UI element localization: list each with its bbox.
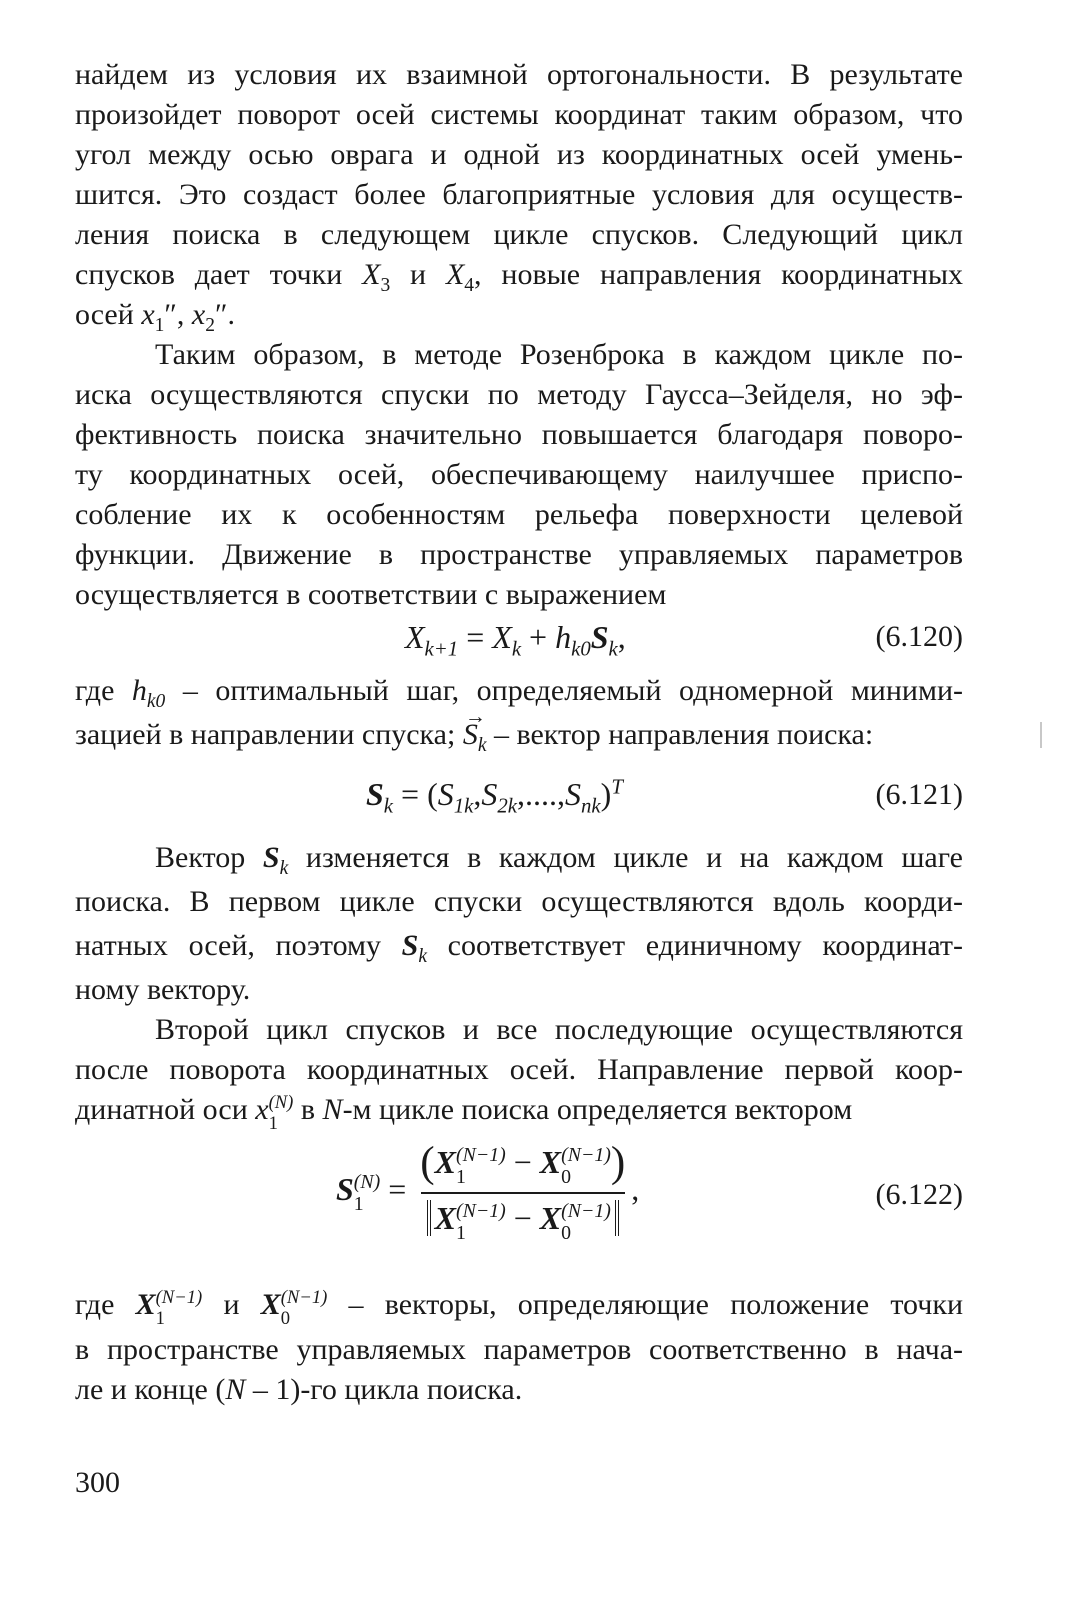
- math-symbol: N: [322, 1093, 343, 1126]
- math-symbol: X: [492, 619, 512, 655]
- math-operator: =: [458, 619, 493, 655]
- math-symbol: X: [539, 1144, 562, 1180]
- math-subscript: k: [511, 637, 522, 661]
- math-symbol: h: [555, 619, 572, 655]
- text-line: собление их к особенностям рельефа поверхности целевой: [75, 498, 963, 531]
- math-symbol: h: [131, 674, 147, 707]
- text-line: после поворота координатных осей. Направление первой коор-: [75, 1053, 963, 1086]
- text-line: осуществляется в соответствии с выражением: [75, 578, 667, 611]
- scan-edge-mark: [1040, 722, 1042, 748]
- math-superscript: (N): [268, 1092, 294, 1114]
- text-fragment: спусков дает точки: [75, 258, 363, 291]
- math-subscript: 0: [561, 1221, 572, 1244]
- fraction-denominator: [421, 1192, 625, 1244]
- math-symbol: x: [141, 298, 155, 331]
- math-norm: [427, 1199, 619, 1244]
- math-subscript: 1: [456, 1221, 466, 1244]
- text-fragment: изменяется в каждом цикле и на каждом шаге: [288, 841, 963, 874]
- text-fragment: – 1)-го цикла поиска.: [245, 1373, 523, 1406]
- text-fragment: зацией в направлении спуска;: [75, 718, 463, 751]
- math-punctuation: ,: [473, 776, 482, 812]
- math-subscript: 1: [268, 1113, 278, 1134]
- math-subscript: 1: [353, 1193, 364, 1216]
- math-symbol: X: [260, 1288, 281, 1321]
- math-symbol: S: [262, 841, 280, 874]
- math-punctuation: ): [600, 776, 612, 812]
- equation-number: (6.121): [875, 778, 963, 811]
- math-symbol: X: [362, 258, 381, 291]
- math-subscript: nk: [581, 794, 601, 818]
- text-line: [75, 1283, 963, 1329]
- text-fragment: ле и конце (: [75, 1373, 226, 1406]
- text-fragment: где: [75, 674, 132, 707]
- math-subscript: 1: [154, 315, 165, 336]
- text-line: Второй цикл спусков и все последующие осуществляются: [155, 1013, 963, 1046]
- math-symbol: N: [225, 1373, 246, 1406]
- text-line: [75, 1370, 963, 1410]
- equation-number: (6.122): [875, 1178, 963, 1211]
- text-line: ному вектору.: [75, 973, 251, 1006]
- math-operator: +: [521, 619, 556, 655]
- math-script-stack: [269, 1094, 294, 1133]
- math-subscript: 4: [464, 275, 475, 296]
- text-line: иска осуществляются спуски по методу Гаусса–Зейделя, но эф-: [75, 378, 963, 411]
- text-line: [75, 1090, 963, 1134]
- text-line: в пространстве управляемых параметров соответственно в нача-: [75, 1333, 963, 1366]
- math-superscript: (N−1): [561, 1200, 611, 1222]
- math-subscript: k+1: [424, 637, 459, 661]
- math-subscript: 2: [205, 315, 215, 336]
- math-subscript: 1: [456, 1166, 466, 1188]
- text-line: [75, 715, 963, 755]
- page-number: 300: [75, 1466, 120, 1499]
- math-operator: −: [505, 1199, 540, 1236]
- math-script-stack: [156, 1289, 203, 1328]
- text-line: шится. Это создаст более благоприятные условия для осуществ-: [75, 178, 963, 211]
- text-line: произойдет поворот осей системы координат таким образом, что: [75, 98, 963, 131]
- math-symbol: X: [434, 1144, 457, 1180]
- text-line: [75, 295, 963, 335]
- math-script-stack: [281, 1289, 328, 1328]
- math-subscript: k: [477, 735, 487, 756]
- text-fragment: ″.: [214, 298, 235, 331]
- text-fragment: – оптимальный шаг, определяемый одномерной миними-: [165, 674, 964, 707]
- math-vector-symbol: → S: [463, 715, 478, 755]
- text-line: [75, 671, 963, 711]
- math-symbol: S: [565, 776, 582, 812]
- fraction-numerator: [414, 1139, 631, 1192]
- text-fragment: осей: [75, 298, 142, 331]
- math-symbol: x: [191, 298, 206, 331]
- math-script-stack: [561, 1202, 611, 1244]
- text-fragment: ″,: [164, 298, 192, 331]
- math-symbol: X: [445, 258, 465, 291]
- math-superscript: (N−1): [456, 1200, 506, 1222]
- math-script-stack: [561, 1146, 611, 1188]
- math-operator: =: [380, 1171, 415, 1208]
- math-subscript: 3: [380, 275, 391, 296]
- math-superscript: (N−1): [155, 1287, 203, 1309]
- equation-6-121: [366, 772, 623, 816]
- text-fragment: , новые направления координатных: [474, 258, 963, 291]
- math-symbol: X: [434, 1199, 457, 1236]
- math-superscript: T: [611, 775, 623, 799]
- text-line: функции. Движение в пространстве управляемых параметров: [75, 538, 963, 571]
- text-fragment: в: [293, 1093, 323, 1126]
- text-fragment: Вектор: [155, 841, 263, 874]
- math-symbol: x: [255, 1093, 269, 1126]
- math-subscript: 1k: [453, 794, 474, 818]
- math-superscript: (N−1): [456, 1144, 506, 1167]
- math-superscript: (N−1): [280, 1287, 328, 1309]
- equation-number: (6.120): [875, 620, 963, 653]
- equation-6-122: [336, 1139, 640, 1244]
- math-symbol: S: [366, 776, 384, 812]
- math-subscript: k: [383, 794, 394, 818]
- text-fragment: и: [202, 1288, 261, 1321]
- math-symbol: X: [405, 619, 425, 655]
- math-symbol: S: [590, 619, 609, 655]
- text-line: фективность поиска значительно повышается благодаря поворо-: [75, 418, 963, 451]
- text-line: [75, 838, 963, 878]
- text-fragment: натных осей, поэтому: [75, 929, 402, 962]
- text-line: поиска. В первом цикле спуски осуществляются вдоль коорди-: [75, 885, 963, 918]
- math-subscript: k: [608, 637, 618, 661]
- text-line: ту координатных осей, обеспечивающему наилучшее приспо-: [75, 458, 963, 491]
- math-superscript: (N−1): [561, 1144, 611, 1167]
- text-line: угол между осью оврага и одной из координатных осей умень-: [75, 138, 963, 171]
- text-fragment: – векторы, определяющие положение точки: [327, 1288, 963, 1321]
- math-symbol: S: [336, 1171, 354, 1208]
- text-fragment: динатной оси: [75, 1093, 256, 1126]
- text-line: [75, 926, 963, 966]
- equation-6-120: [405, 615, 626, 659]
- math-script-stack: [354, 1173, 380, 1215]
- math-symbol: S: [437, 776, 454, 812]
- math-paren: ): [610, 1139, 626, 1186]
- math-symbol: S: [401, 929, 419, 962]
- text-fragment: соответствует единичному координат-: [427, 929, 963, 962]
- text-line: найдем из условия их взаимной ортогональности. В результате: [75, 58, 963, 91]
- math-subscript: 1: [155, 1308, 165, 1329]
- math-operator: −: [505, 1144, 540, 1180]
- text-fragment: -м цикле поиска определяется вектором: [342, 1093, 853, 1126]
- math-symbol: X: [135, 1288, 156, 1321]
- math-subscript: k0: [146, 691, 166, 712]
- text-fragment: и: [390, 258, 446, 291]
- math-subscript: 2k: [497, 794, 518, 818]
- math-script-stack: [456, 1146, 506, 1188]
- math-superscript: (N): [353, 1171, 381, 1194]
- math-punctuation: ,: [631, 1171, 640, 1208]
- math-operator: = (: [393, 776, 438, 812]
- text-line: ления поиска в следующем цикле спусков. Следующий цикл: [75, 218, 963, 251]
- text-fragment: – вектор направления поиска:: [486, 718, 874, 751]
- text-line: Таким образом, в методе Розенброка в каждом цикле по-: [155, 338, 963, 371]
- fraction: [414, 1139, 631, 1244]
- math-symbol: X: [539, 1199, 562, 1236]
- math-subscript: k0: [571, 637, 591, 661]
- math-subscript: k: [279, 858, 289, 879]
- text-line: [75, 255, 963, 295]
- math-symbol: S: [481, 776, 498, 812]
- math-script-stack: [456, 1202, 506, 1244]
- math-subscript: 0: [561, 1166, 572, 1188]
- math-punctuation: ,....,: [517, 776, 566, 812]
- math-paren: (: [420, 1139, 435, 1186]
- math-subscript: 0: [280, 1308, 291, 1329]
- math-subscript: k: [418, 946, 427, 967]
- math-punctuation: ,: [617, 619, 626, 655]
- text-fragment: где: [75, 1288, 136, 1321]
